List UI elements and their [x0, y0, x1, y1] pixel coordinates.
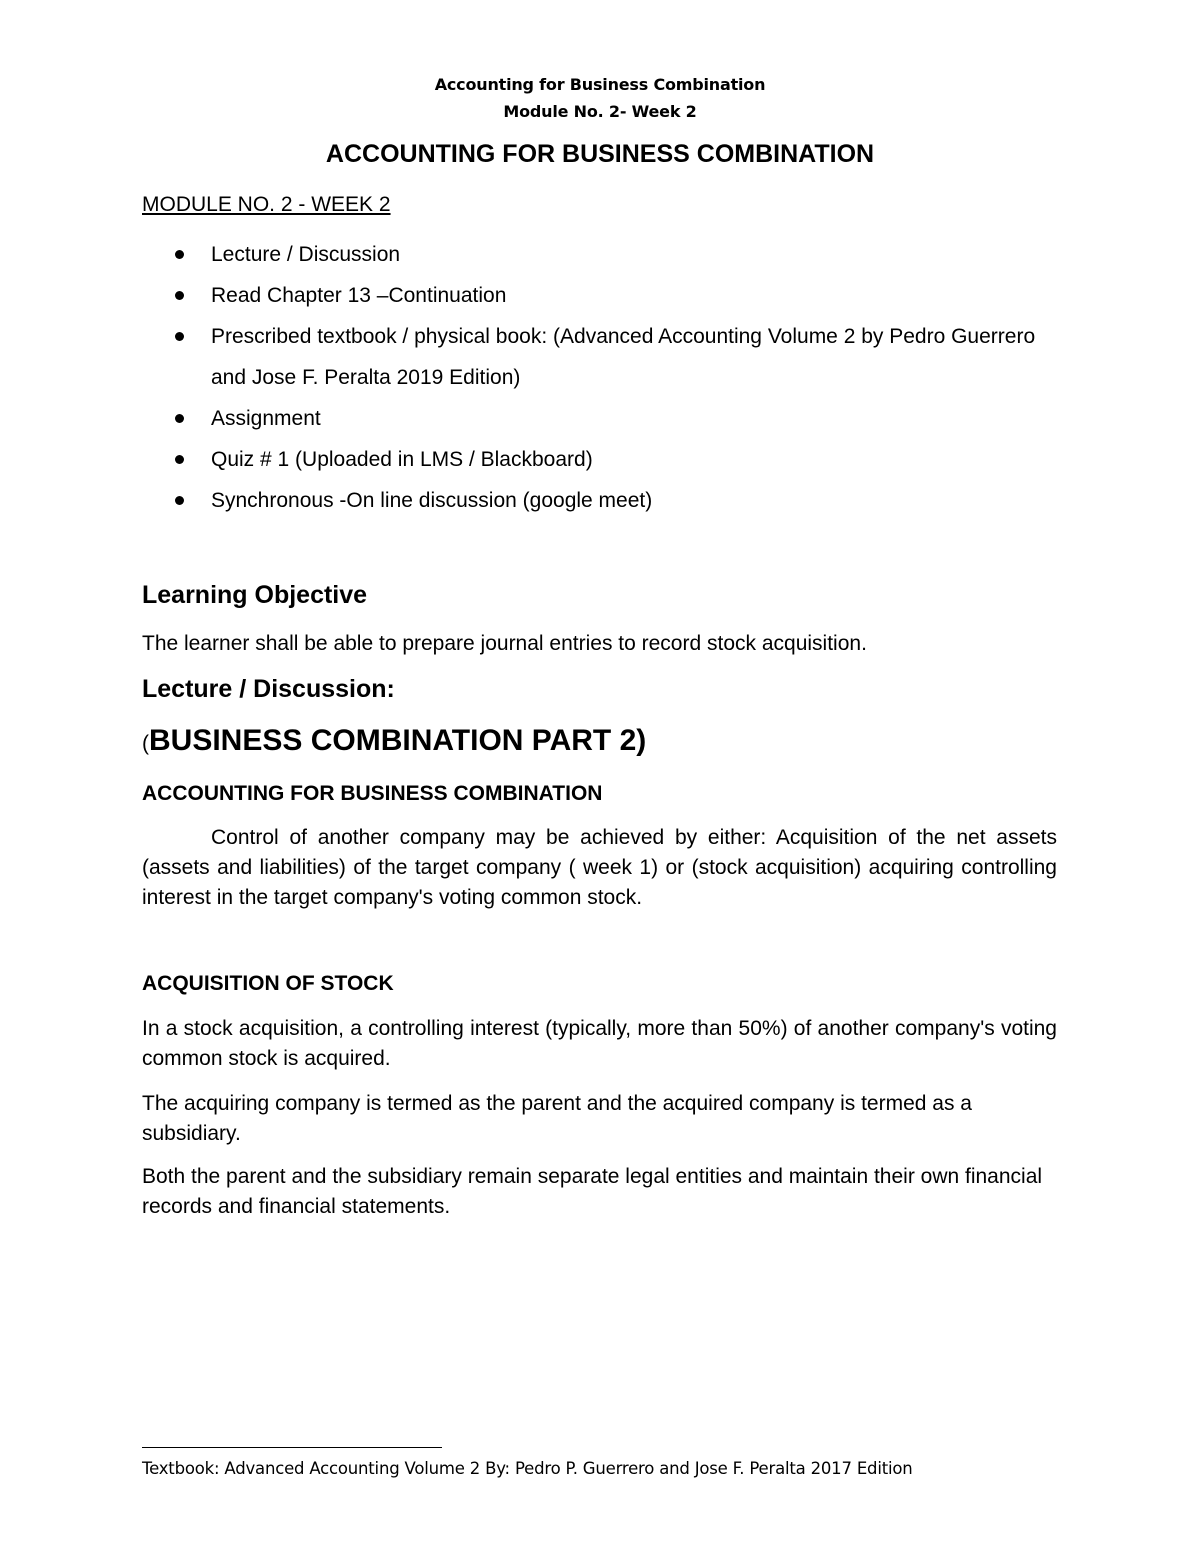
section-heading-accounting: ACCOUNTING FOR BUSINESS COMBINATION	[142, 782, 603, 805]
bullet-icon	[175, 250, 184, 259]
section-heading-acquisition: ACQUISITION OF STOCK	[142, 972, 394, 995]
list-item-text: Read Chapter 13 –Continuation	[211, 284, 507, 307]
running-header-title: Accounting for Business Combination	[434, 75, 766, 94]
part-title-text: BUSINESS COMBINATION PART 2)	[149, 724, 647, 757]
footnote-divider	[142, 1447, 442, 1448]
list-item-text: Assignment	[211, 407, 321, 430]
list-item	[142, 234, 1062, 275]
acquisition-paragraph: In a stock acquisition, a controlling interest (typically, more than 50%) of another company's voting common stock is acquired.	[142, 1017, 1057, 1070]
list-item-text: Synchronous -On line discussion (google meet)	[211, 489, 653, 512]
part-title-open-paren: (	[142, 732, 149, 755]
learning-objective-heading: Learning Objective	[142, 581, 368, 609]
module-heading: MODULE NO. 2 - WEEK 2	[142, 193, 391, 216]
list-item-text: Lecture / Discussion	[211, 243, 401, 266]
list-item	[142, 480, 1062, 521]
acquisition-paragraph: The acquiring company is termed as the parent and the acquired company is termed as a subsidiary.	[142, 1092, 972, 1145]
document-title: ACCOUNTING FOR BUSINESS COMBINATION	[325, 140, 875, 168]
list-item	[142, 398, 1062, 439]
bullet-icon	[175, 291, 184, 300]
lecture-heading: Lecture / Discussion:	[142, 675, 395, 703]
part-title	[142, 724, 646, 758]
list-item-text: Quiz # 1 (Uploaded in LMS / Blackboard)	[211, 448, 593, 471]
running-header-module: Module No. 2- Week 2	[503, 102, 697, 121]
bullet-icon	[175, 496, 184, 505]
list-item	[142, 275, 1062, 316]
bullet-icon	[175, 455, 184, 464]
control-paragraph: Control of another company may be achieved by either: Acquisition of the net assets (assets and liabilities) of the target company ( week 1) or (stock acquisition) acquiring controlling interest in the target company's voting common stock.	[142, 826, 1057, 909]
list-item	[142, 316, 1062, 398]
task-bullet-list	[142, 234, 1062, 521]
acquisition-paragraph: Both the parent and the subsidiary remain separate legal entities and maintain their own financial records and financial statements.	[142, 1165, 1043, 1218]
footnote-text: Textbook: Advanced Accounting Volume 2 By: Pedro P. Guerrero and Jose F. Peralta 2017 Edition	[142, 1459, 913, 1478]
learning-objective-text: The learner shall be able to prepare journal entries to record stock acquisition.	[142, 632, 867, 655]
list-item	[142, 439, 1062, 480]
bullet-icon	[175, 332, 184, 341]
list-item-text: Prescribed textbook / physical book: (Advanced Accounting Volume 2 by Pedro Guerrero and Jose F. Peralta 2019 Edition)	[211, 325, 1036, 389]
bullet-icon	[175, 414, 184, 423]
